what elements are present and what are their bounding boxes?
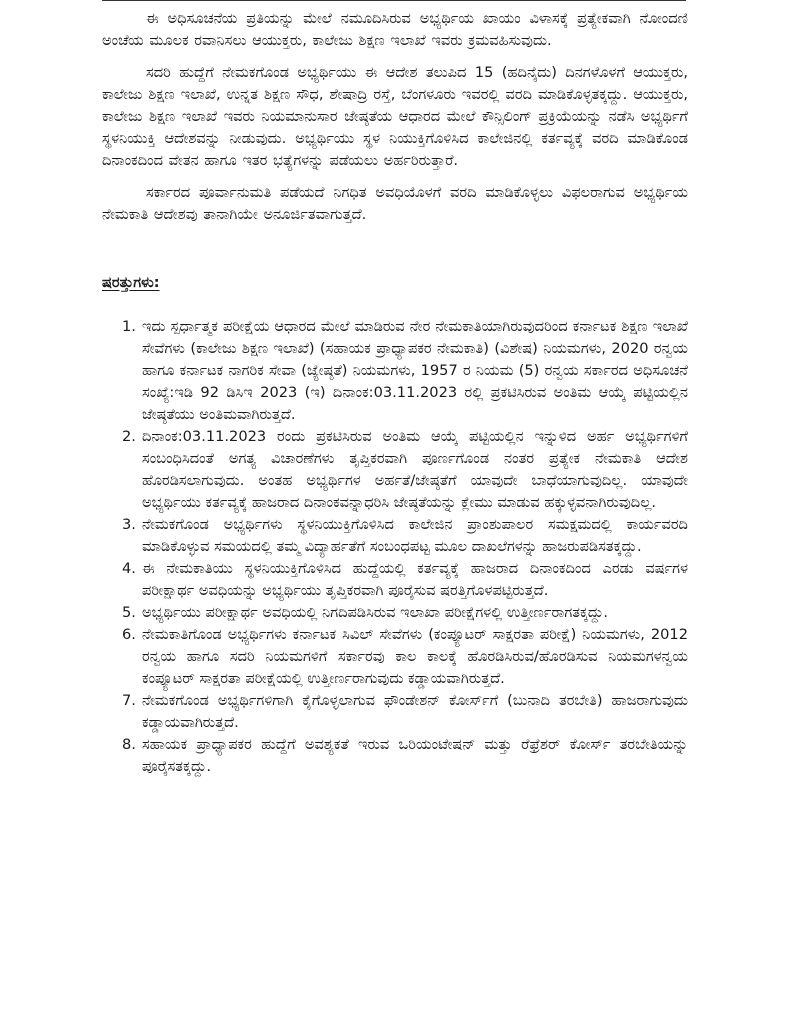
list-item-number: 1. — [122, 318, 136, 335]
list-item — [102, 734, 688, 778]
paragraph-reporting: ಸದರಿ ಹುದ್ದೆಗೆ ನೇಮಕಗೊಂಡ ಅಭ್ಯರ್ಥಿಯು ಈ ಆದೇಶ ತಲುಪಿದ 15 (ಹದಿನೈದು) ದಿನಗಳೊಳಗೆ ಆಯುಕ್ತರು, ಕಾಲೇಜು ಶಿಕ್ಷಣ ಇಲಾಖೆ, ಉನ್ನತ ಶಿಕ್ಷಣ ಸೌಧ, ಶೇಷಾದ್ರಿ ರಸ್ತೆ, ಬೆಂಗಳೂರು ಇವರಲ್ಲಿ ವರದಿ ಮಾಡಿಕೊಳ್ಳತಕ್ಕದ್ದು. ಆಯುಕ್ತರು, ಕಾಲೇಜು ಶಿಕ್ಷಣ ಇಲಾಖೆ ಇವರು ನಿಯಮಾನುಸಾರ ಜೇಷ್ಠತೆಯ ಆಧಾರದ ಮೇಲೆ ಕೌನ್ಸಿಲಿಂಗ್ ಪ್ರಕ್ರಿಯೆಯನ್ನು ನಡೆಸಿ ಅಭ್ಯರ್ಥಿಗೆ ಸ್ಥಳನಿಯುಕ್ತಿ ಆದೇಶವನ್ನು ನೀಡುವುದು. ಅಭ್ಯರ್ಥಿಯು ಸ್ಥಳ ನಿಯುಕ್ತಿಗೊಳಿಸಿದ ಕಾಲೇಜಿನಲ್ಲಿ ಕರ್ತವ್ಯಕ್ಕೆ ವರದಿ ಮಾಡಿಕೊಂಡ ದಿನಾಂಕದಿಂದ ವೇತನ ಹಾಗೂ ಇತರ ಭತ್ಯೆಗಳನ್ನು ಪಡೆಯಲು ಅರ್ಹರಿರುತ್ತಾರೆ. — [102, 64, 688, 169]
list-item — [102, 426, 688, 514]
list-item-number: 8. — [122, 736, 136, 753]
list-item-text: ಸಹಾಯಕ ಪ್ರಾಧ್ಯಾಪಕರ ಹುದ್ದೆಗೆ ಅವಶ್ಯಕತೆ ಇರುವ ಒರಿಯಂಟೇಷನ್ ಮತ್ತು ರೆಫ್ರೆಶರ್ ಕೋರ್ಸ್ ತರಬೇತಿಯನ್ನು ಪೂರೈಸತಕ್ಕದ್ದು. — [142, 736, 688, 775]
list-item — [102, 690, 688, 734]
list-item-text: ದಿನಾಂಕ:03.11.2023 ರಂದು ಪ್ರಕಟಿಸಿರುವ ಅಂತಿಮ ಆಯ್ಕೆ ಪಟ್ಟಿಯಲ್ಲಿನ ಇನ್ನುಳಿದ ಅರ್ಹ ಅಭ್ಯರ್ಥಿಗಳಿಗೆ ಸಂಬಂಧಿಸಿದಂತೆ ಅಗತ್ಯ ವಿಚಾರಣೆಗಳು ತೃಪ್ತಿಕರವಾಗಿ ಪೂರ್ಣಗೊಂಡ ನಂತರ ಪ್ರತ್ಯೇಕ ನೇಮಕಾತಿ ಆದೇಶ ಹೊರಡಿಸಲಾಗುವುದು. ಅಂತಹ ಅಭ್ಯರ್ಥಿಗಳ ಅರ್ಹತೆ/ಜೇಷ್ಠತೆಗೆ ಯಾವುದೇ ಬಾಧೆಯಾಗುವುದಿಲ್ಲ. ಯಾವುದೇ ಅಭ್ಯರ್ಥಿಯು ಕರ್ತವ್ಯಕ್ಕೆ ಹಾಜರಾದ ದಿನಾಂಕವನ್ನಾಧರಿಸಿ ಜೇಷ್ಠತೆಯನ್ನು ಕ್ಲೇಮು ಮಾಡುವ ಹಕ್ಕುಳ್ಳವನಾಗಿರುವುದಿಲ್ಲ. — [142, 428, 688, 511]
list-item-text: ಇದು ಸ್ಪರ್ಧಾತ್ಮಕ ಪರೀಕ್ಷೆಯ ಆಧಾರದ ಮೇಲೆ ಮಾಡಿರುವ ನೇರ ನೇಮಕಾತಿಯಾಗಿರುವುದರಿಂದ ಕರ್ನಾಟಕ ಶಿಕ್ಷಣ ಇಲಾಖೆ ಸೇವೆಗಳು (ಕಾಲೇಜು ಶಿಕ್ಷಣ ಇಲಾಖೆ) (ಸಹಾಯಕ ಪ್ರಾಧ್ಯಾಪಕರ ನೇಮಕಾತಿ) (ವಿಶೇಷ) ನಿಯಮಗಳು, 2020 ರನ್ವಯ ಹಾಗೂ ಕರ್ನಾಟಕ ನಾಗರಿಕ ಸೇವಾ (ಜ್ಯೇಷ್ಠತೆ) ನಿಯಮಗಳು, 1957 ರ ನಿಯಮ (5) ರನ್ವಯ ಸರ್ಕಾರದ ಅಧಿಸೂಚನೆ ಸಂಖ್ಯೆ:ಇಡಿ 92 ಡಿಸಿಇ 2023 (ಇ) ದಿನಾಂಕ:03.11.2023 ರಲ್ಲಿ ಪ್ರಕಟಿಸಿರುವ ಅಂತಿಮ ಆಯ್ಕೆ ಪಟ್ಟಿಯಲ್ಲಿನ ಜೇಷ್ಠತೆಯು ಅಂತಿಮವಾಗಿರುತ್ತದೆ. — [142, 318, 688, 423]
list-item-number: 7. — [122, 692, 136, 709]
list-item — [102, 602, 688, 624]
list-item-number: 6. — [122, 626, 136, 643]
list-item — [102, 514, 688, 558]
list-item — [102, 316, 688, 426]
list-item-number: 3. — [122, 516, 136, 533]
list-item-number: 2. — [122, 428, 136, 445]
conditions-heading: ಷರತ್ತುಗಳು: — [102, 274, 160, 291]
conditions-list — [102, 316, 688, 778]
list-item-number: 4. — [122, 560, 136, 577]
list-item-text: ಅಭ್ಯರ್ಥಿಯು ಪರೀಕ್ಷಾರ್ಥ ಅವಧಿಯಲ್ಲಿ ನಿಗದಿಪಡಿಸಿರುವ ಇಲಾಖಾ ಪರೀಕ್ಷೆಗಳಲ್ಲಿ ಉತ್ತೀರ್ಣರಾಗತಕ್ಕದ್ದು. — [142, 604, 608, 621]
document-body — [102, 8, 688, 778]
list-item — [102, 558, 688, 602]
paragraph-lapse: ಸರ್ಕಾರದ ಪೂರ್ವಾನುಮತಿ ಪಡೆಯದೆ ನಿಗಧಿತ ಅವಧಿಯೊಳಗೆ ವರದಿ ಮಾಡಿಕೊಳ್ಳಲು ವಿಫಲರಾಗುವ ಅಭ್ಯರ್ಥಿಯ ನೇಮಕಾತಿ ಆದೇಶವು ತಾನಾಗಿಯೇ ಅನೂರ್ಜಿತವಾಗುತ್ತದೆ. — [102, 184, 688, 223]
list-item-text: ನೇಮಕಗೊಂಡ ಅಭ್ಯರ್ಥಿಗಳಿಗಾಗಿ ಕೈಗೊಳ್ಳಲಾಗುವ ಫೌಂಡೇಶನ್ ಕೋರ್ಸ್‌ಗೆ (ಬುನಾದಿ ತರಬೇತಿ) ಹಾಜರಾಗುವುದು ಕಡ್ಡಾಯವಾಗಿರುತ್ತದೆ. — [142, 692, 688, 731]
list-item — [102, 624, 688, 690]
list-item-text: ನೇಮಕಾತಿಗೊಂಡ ಅಭ್ಯರ್ಥಿಗಳು ಕರ್ನಾಟಕ ಸಿವಿಲ್ ಸೇವೆಗಳು (ಕಂಪ್ಯೂಟರ್ ಸಾಕ್ಷರತಾ ಪರೀಕ್ಷೆ) ನಿಯಮಗಳು, 2012 ರನ್ವಯ ಹಾಗೂ ಸದರಿ ನಿಯಮಗಳಿಗೆ ಸರ್ಕಾರವು ಕಾಲ ಕಾಲಕ್ಕೆ ಹೊರಡಿಸಿರುವ/ಹೊರಡಿಸುವ ನಿಯಮಗಳನ್ವಯ ಕಂಪ್ಯೂಟರ್ ಸಾಕ್ಷರತಾ ಪರೀಕ್ಷೆಯಲ್ಲಿ ಉತ್ತೀರ್ಣರಾಗುವುದು ಕಡ್ಡಾಯವಾಗಿರುತ್ತದೆ. — [142, 626, 688, 687]
paragraph-dispatch: ಈ ಅಧಿಸೂಚನೆಯ ಪ್ರತಿಯನ್ನು ಮೇಲೆ ನಮೂದಿಸಿರುವ ಅಭ್ಯರ್ಥಿಯ ಖಾಯಂ ವಿಳಾಸಕ್ಕೆ ಪ್ರತ್ಯೇಕವಾಗಿ ನೋಂದಣಿ ಅಂಚೆಯ ಮೂಲಕ ರವಾನಿಸಲು ಆಯುಕ್ತರು, ಕಾಲೇಜು ಶಿಕ್ಷಣ ಇಲಾಖೆ ಇವರು ಕ್ರಮವಹಿಸುವುದು. — [102, 10, 688, 49]
list-item-text: ನೇಮಕಗೊಂಡ ಅಭ್ಯರ್ಥಿಗಳು ಸ್ಥಳನಿಯುಕ್ತಿಗೊಳಿಸಿದ ಕಾಲೇಜಿನ ಪ್ರಾಂಶುಪಾಲರ ಸಮಕ್ಷಮದಲ್ಲಿ ಕಾರ್ಯವರದಿ ಮಾಡಿಕೊಳ್ಳುವ ಸಮಯದಲ್ಲಿ ತಮ್ಮ ವಿದ್ಯಾರ್ಹತೆಗೆ ಸಂಬಂಧಪಟ್ಟ ಮೂಲ ದಾಖಲೆಗಳನ್ನು ಹಾಜರುಪಡಿಸತಕ್ಕದ್ದು. — [142, 516, 688, 555]
header-rule — [102, 0, 686, 1]
list-item-text: ಈ ನೇಮಕಾತಿಯು ಸ್ಥಳನಿಯುಕ್ತಿಗೊಳಿಸಿದ ಹುದ್ದೆಯಲ್ಲಿ ಕರ್ತವ್ಯಕ್ಕೆ ಹಾಜರಾದ ದಿನಾಂಕದಿಂದ ಎರಡು ವರ್ಷಗಳ ಪರೀಕ್ಷಾರ್ಥ ಅವಧಿಯನ್ನು ಅಭ್ಯರ್ಥಿಯು ತೃಪ್ತಿಕರವಾಗಿ ಪೂರೈಸುವ ಷರತ್ತಿಗೊಳಪಟ್ಟಿರುತ್ತದೆ. — [142, 560, 688, 599]
list-item-number: 5. — [122, 604, 136, 621]
